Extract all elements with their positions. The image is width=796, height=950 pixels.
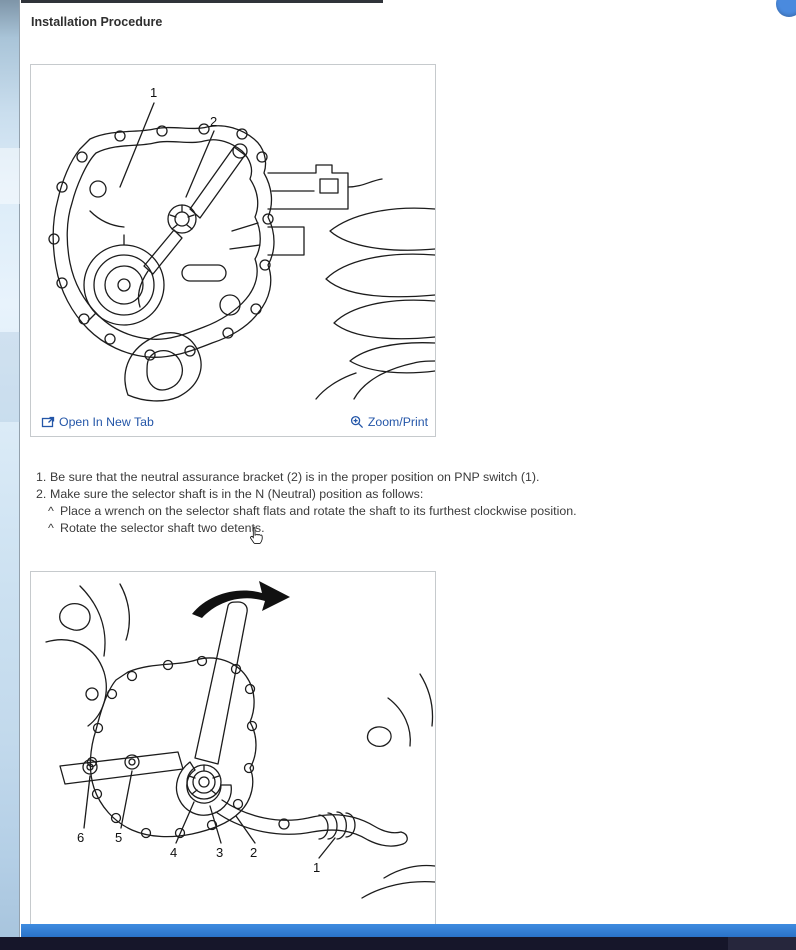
- step-1: [36, 469, 760, 486]
- mouse-cursor: [249, 526, 264, 546]
- floating-action-button[interactable]: [776, 0, 796, 17]
- substep-1-marker: ^: [48, 504, 54, 518]
- substep-1-text: Place a wrench on the selector shaft flats and rotate the shaft to its furthest clockwise position.: [60, 504, 577, 518]
- external-window-icon: [41, 415, 55, 429]
- fig2-callout-1: 1: [312, 860, 320, 875]
- taskbar[interactable]: [0, 937, 796, 950]
- substep-2-marker: ^: [48, 521, 54, 535]
- procedure-steps: [36, 469, 760, 537]
- open-in-new-tab-label: Open In New Tab: [59, 415, 154, 429]
- selector-shaft-diagram: [32, 576, 435, 944]
- fig2-callout-3: 3: [215, 845, 223, 860]
- system-tray[interactable]: [728, 937, 796, 950]
- figure1-footer: [41, 415, 428, 429]
- fig2-callout-5: 5: [114, 830, 122, 845]
- substep-2-text: Rotate the selector shaft two detents.: [60, 521, 265, 535]
- fig2-callout-2: 2: [249, 845, 257, 860]
- magnifier-plus-icon: [350, 415, 364, 429]
- step-2-number: 2.: [36, 487, 47, 501]
- rotation-arrow: [192, 581, 290, 618]
- substep-1: [48, 503, 760, 520]
- page-title: Installation Procedure: [31, 15, 163, 29]
- step-1-number: 1.: [36, 470, 47, 484]
- desktop-background: [0, 0, 20, 950]
- substep-2: [48, 520, 760, 537]
- fig1-callout-2: 2: [209, 114, 217, 129]
- figure-selector-shaft: [30, 571, 436, 950]
- fig1-callout-1: 1: [149, 85, 157, 100]
- top-edge-remnant: [21, 0, 383, 3]
- pnp-switch-diagram: [32, 69, 435, 403]
- zoom-print-label: Zoom/Print: [367, 415, 428, 429]
- figure-pnp-switch: [30, 64, 436, 437]
- bottom-accent-bar: [21, 924, 796, 937]
- step-2-text: Make sure the selector shaft is in the N (Neutral) position as follows:: [50, 487, 424, 501]
- fig2-callout-6: 6: [76, 830, 84, 845]
- step-2: [36, 486, 760, 503]
- zoom-print-link[interactable]: [350, 415, 428, 429]
- desktop-band: [0, 332, 20, 422]
- fig2-callout-4: 4: [169, 845, 177, 860]
- step-1-text: Be sure that the neutral assurance bracket (2) is in the proper position on PNP switch (1).: [50, 470, 540, 484]
- open-in-new-tab-link[interactable]: [41, 415, 154, 429]
- desktop-band: [0, 148, 20, 204]
